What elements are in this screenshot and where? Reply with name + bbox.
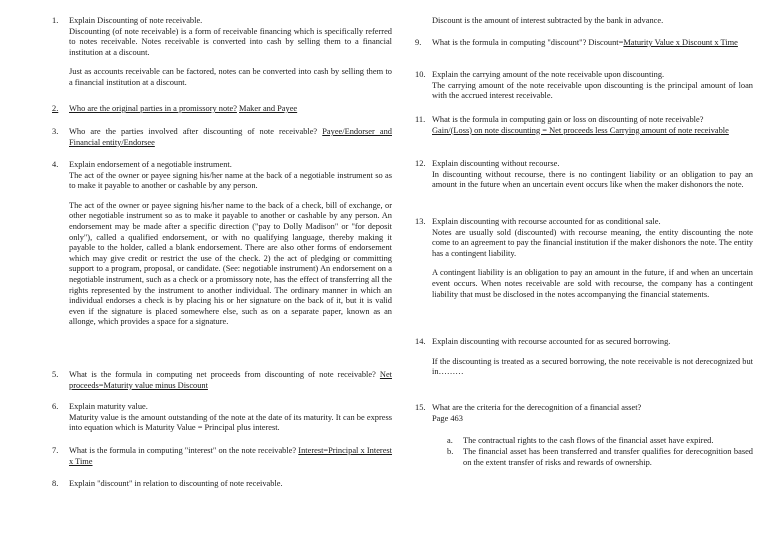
question-text: What is the formula in computing gain or loss on discounting of note receivable?	[432, 115, 704, 124]
question-text: What are the criteria for the derecognition of a financial asset?	[432, 403, 642, 412]
answer-text: Maturity value is the amount outstanding of the note at the date of its maturity. It can be express into equation which is Maturity Value = Principal plus interest.	[69, 412, 392, 433]
question-number: 4.	[52, 160, 59, 169]
question-number: 8.	[52, 479, 59, 488]
answer-text: Maker and Payee	[239, 104, 298, 113]
question-text: Explain endorsement of a negotiable instrument.	[69, 160, 232, 169]
question-3	[52, 127, 392, 148]
question-2	[52, 104, 392, 115]
answer-text: Interest=Principal x Interest x Time	[69, 446, 393, 466]
question-14	[415, 337, 753, 378]
answer-text: The act of the owner or payee signing his/her name at the back of a negotiable instrument so as to make it payable to another or cashable by any person.	[69, 170, 392, 191]
answer-text: Net proceeds=Maturity value minus Discount	[69, 370, 392, 390]
question-11	[415, 115, 753, 136]
question-text: What is the formula in computing "interest" on the note receivable?	[69, 446, 297, 455]
question-6	[52, 402, 392, 434]
question-9	[415, 38, 753, 49]
answer-text: If the discounting is treated as a secured borrowing, the note receivable is not derecognized but in………	[432, 356, 753, 377]
question-number: 2.	[52, 104, 59, 113]
question-text: What is the formula in computing net proceeds from discounting of note receivable?	[69, 370, 376, 379]
question-text: Explain "discount" in relation to discounting of note receivable.	[69, 479, 283, 488]
question-number: 15.	[415, 403, 426, 412]
item-text: The contractual rights to the cash flows of the financial asset have expired.	[463, 436, 714, 445]
question-number: 3.	[52, 127, 59, 136]
answer-text: Payee/Endorser and Financial entity/Endorsee	[69, 127, 392, 147]
answer-text: Discounting (of note receivable) is a form of receivable financing which is specifically referred to notes receivable. Notes receivable is converted into cash by selling them to a financial institution at a discount.	[69, 26, 392, 57]
question-13	[415, 217, 753, 300]
question-7	[52, 446, 392, 467]
question-text: Explain discounting with recourse accounted for as conditional sale.	[432, 217, 661, 226]
question-number: 9.	[415, 38, 422, 47]
question-number: 5.	[52, 370, 59, 379]
question-number: 12.	[415, 159, 426, 168]
question-15	[415, 403, 753, 424]
question-text: What is the formula in computing "discount"? Discount=	[432, 38, 624, 47]
item-text: The financial asset has been transferred and transfer qualifies for derecognition based on the extent transfer of risks and rewards of ownership.	[463, 447, 753, 467]
question-10	[415, 70, 753, 102]
question-8	[52, 479, 392, 490]
answer-text: Maturity Value x Discount x Time	[623, 38, 738, 47]
question-5	[52, 370, 392, 391]
answer-text: Discount is the amount of interest subtracted by the bank in advance.	[432, 16, 664, 25]
answer-text: In discounting without recourse, there is no contingent liability or an obligation to pay an amount in the future when an uncertain event occurs like when the maker dishonors the note.	[432, 169, 753, 190]
question-1	[52, 16, 392, 89]
question-number: 6.	[52, 402, 59, 411]
question-text: Explain the carrying amount of the note receivable upon discounting.	[432, 70, 665, 79]
criteria-item-b	[447, 447, 753, 468]
answer-text: Just as accounts receivable can be factored, notes can be converted into cash by selling them to a financial institution at a discount.	[69, 67, 392, 87]
question-text: Who are the original parties in a promissory note?	[69, 104, 237, 113]
answer-text: A contingent liability is an obligation to pay an amount in the future, if and when an uncertain event occurs. When notes receivable are sold with recourse, the company has a contingent liability that must be disclosed in the notes accompanying the financial statements.	[432, 268, 753, 299]
question-number: 1.	[52, 16, 59, 25]
question-number: 13.	[415, 217, 426, 226]
answer-text: Gain/(Loss) on note discounting = Net proceeds less Carrying amount of note receivable	[432, 125, 729, 135]
answer-text: The act of the owner or payee signing his/her name to the back of a check, bill of exchange, or other negotiable instrument so as to make it payable to another or cashable by any person. An endorsement may be made after a specific direction ("pay to Dolly Madison" or "for deposit only"), called a qualified endorsement, or with no qualifying language, thereby making it payable to the holder, called a blank endorsement. There are also other forms of endorsement which may give credit or restrict the use of the check. 2) the act of pledging or committing support to a program, proposal, or candidate. (See: negotiable instrument) An endorsement on a negotiable instrument, such as a check or a promissory note, has the effect of transferring all the rights represented by the instrument to another individual. The ordinary manner in which an individual endorses a check is by placing his or her signature on the back of it, but it is valid even if the signature is placed somewhere else, such as on a separate paper, known as an allonge, which provides a space for a signature.	[69, 200, 392, 327]
answer-text: Notes are usually sold (discounted) with recourse meaning, the entity discounting the note come to an agreement to pay the financial institution if the maker dishonors the note. The entity has a contingent liability.	[432, 227, 753, 258]
question-number: 11.	[415, 115, 426, 124]
question-text: Explain maturity value.	[69, 402, 148, 411]
question-text: Explain Discounting of note receivable.	[69, 16, 203, 25]
question-4	[52, 160, 392, 328]
question-12	[415, 159, 753, 191]
question-text: Who are the parties involved after discounting of note receivable?	[69, 127, 318, 136]
criteria-item-a	[447, 436, 753, 447]
question-number: 7.	[52, 446, 59, 455]
question-number: 14.	[415, 337, 426, 346]
item-label: b.	[447, 447, 454, 456]
item-label: a.	[447, 436, 453, 445]
question-text: Explain discounting with recourse accounted for as secured borrowing.	[432, 337, 671, 346]
question-text: Explain discounting without recourse.	[432, 159, 560, 168]
question-8-continued	[415, 16, 753, 27]
answer-text: The carrying amount of the note receivable upon discounting is the principal amount of loan with the accrued interest receivable.	[432, 80, 753, 101]
page-reference: Page 463	[432, 413, 463, 423]
question-number: 10.	[415, 70, 426, 79]
